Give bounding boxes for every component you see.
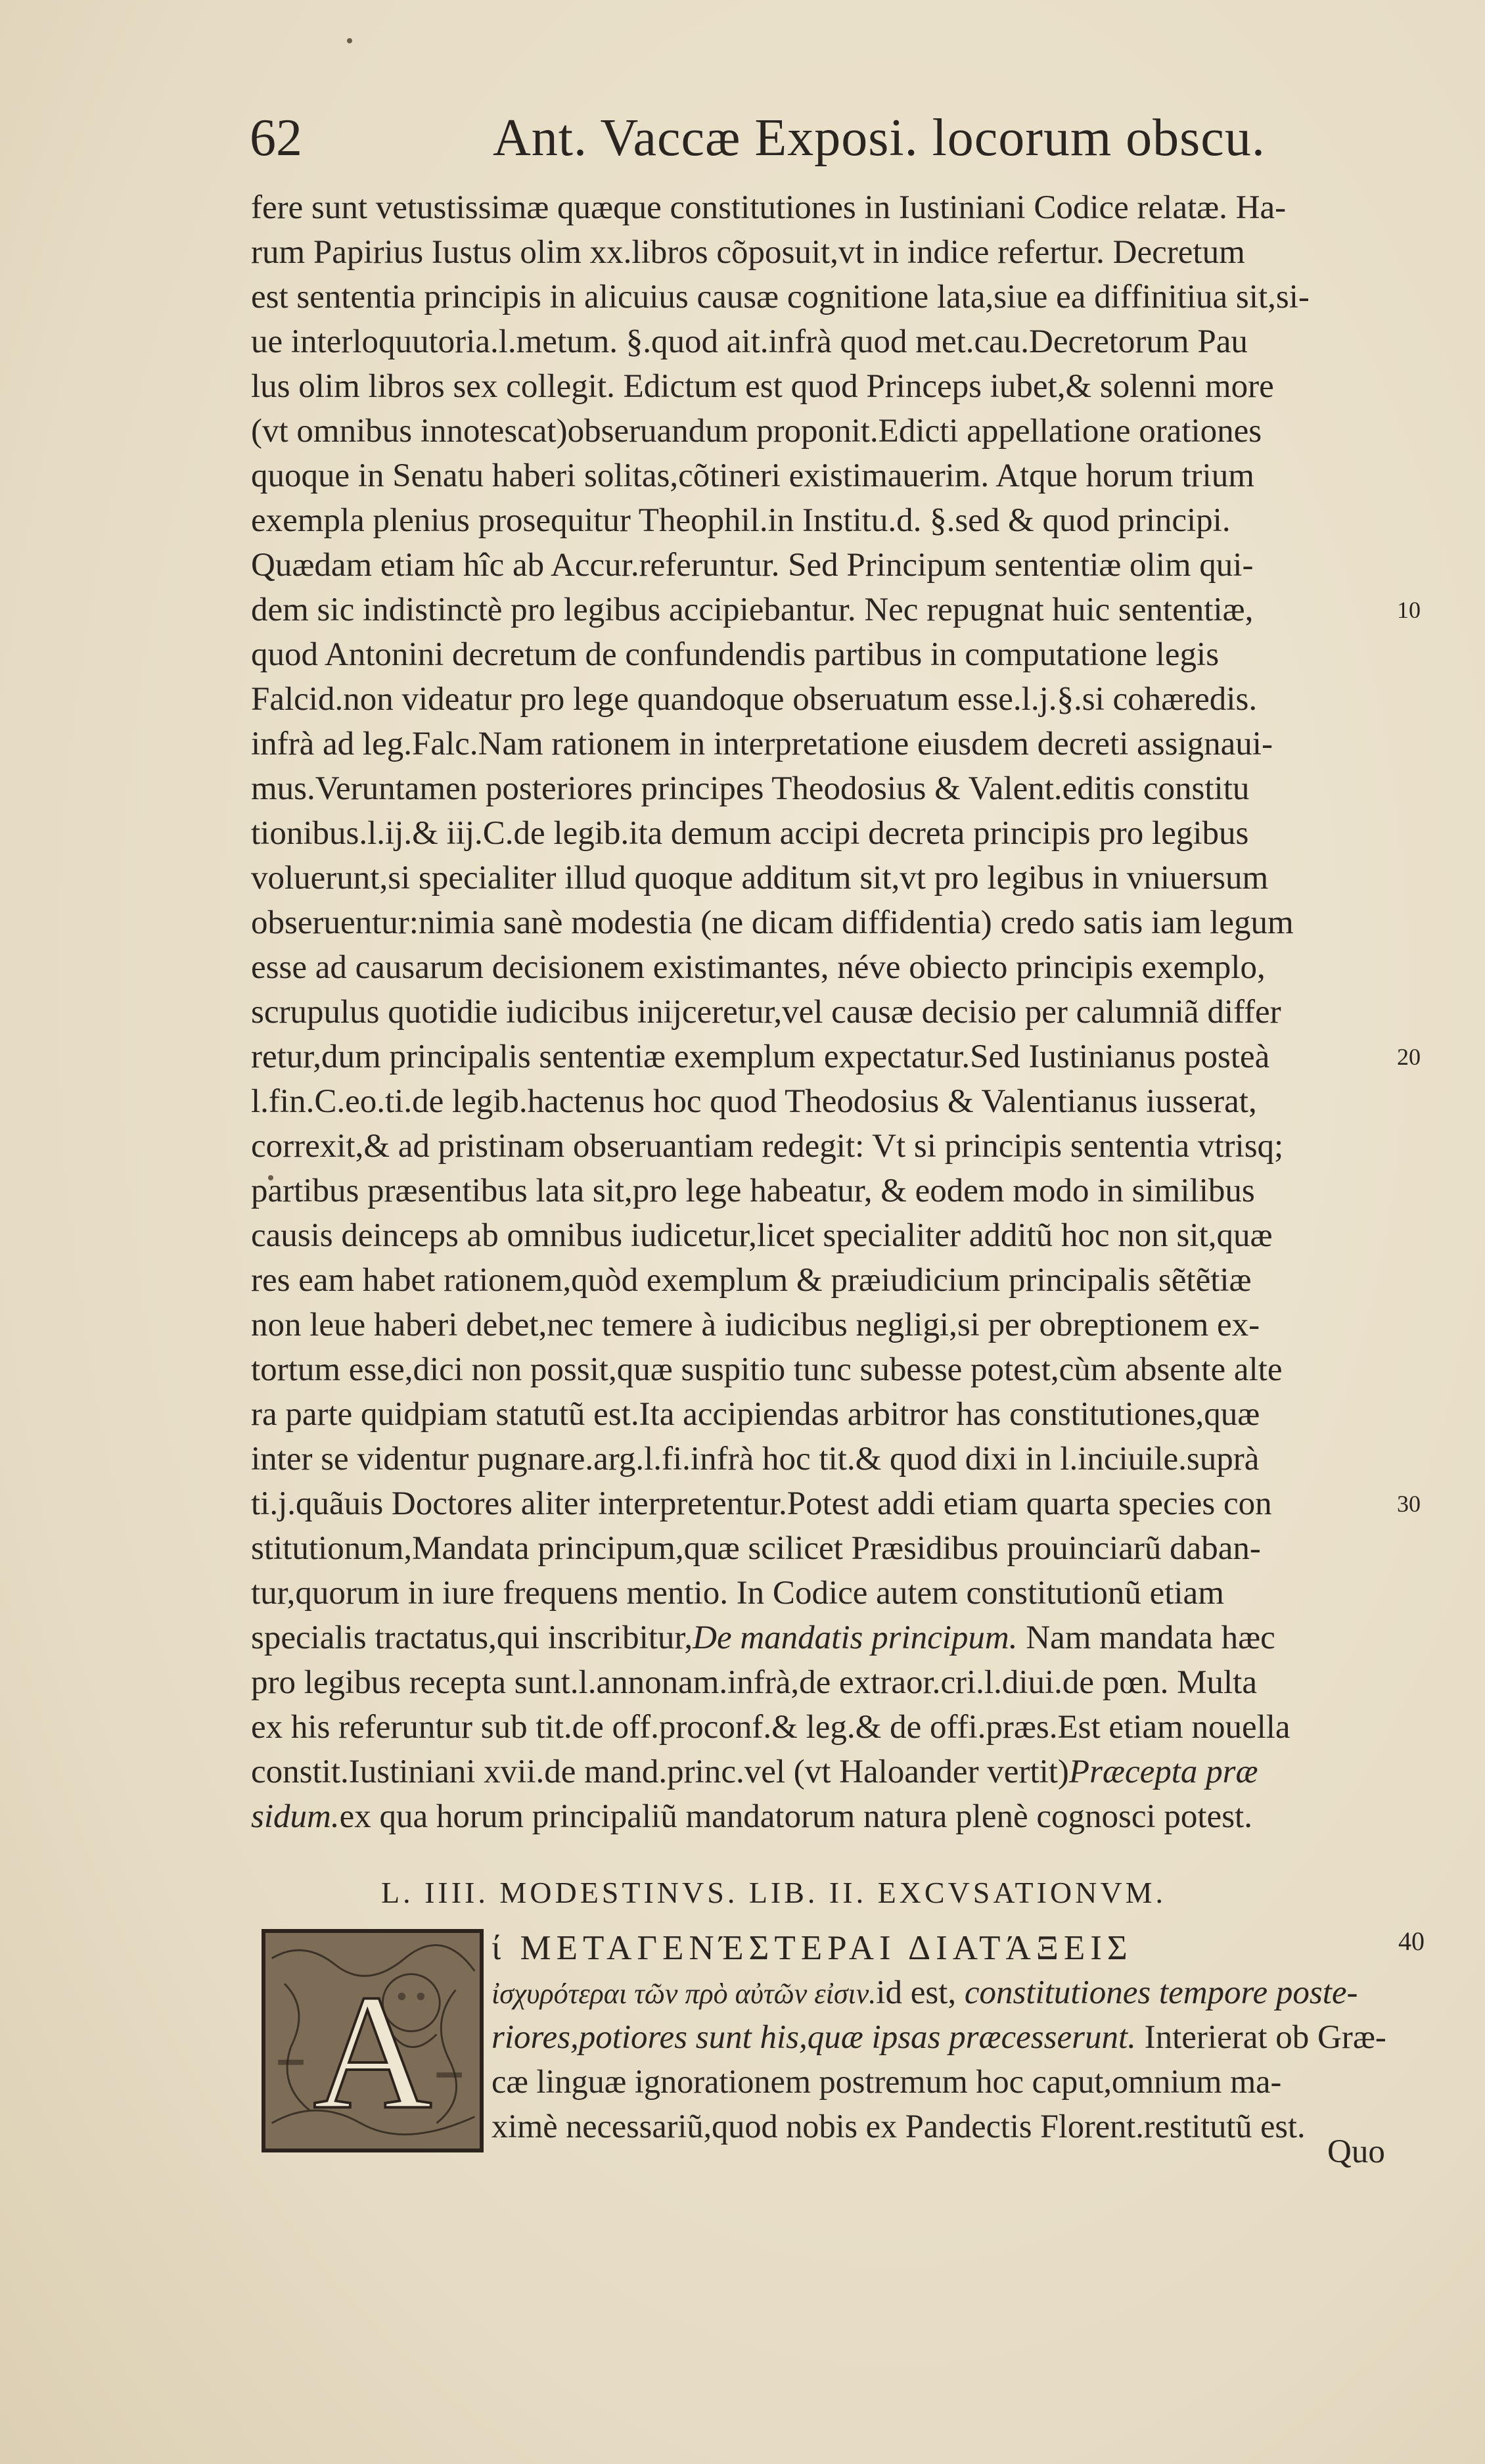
line-text — [251, 588, 1253, 632]
italic-text: Præcepta præ — [1068, 1754, 1258, 1790]
line-text — [251, 1392, 1260, 1437]
line-text — [251, 811, 1248, 856]
line-text — [251, 1660, 1257, 1705]
text-line — [251, 588, 1421, 632]
line-text — [251, 632, 1219, 677]
line-text — [251, 230, 1245, 275]
decorated-initial — [262, 1929, 484, 2152]
line-text — [251, 677, 1257, 722]
text-line — [251, 498, 1407, 543]
text: fere sunt vetustissimæ quæque constitutiones in Iustiniani Codice relatæ. Ha- — [251, 189, 1287, 226]
main-text-block — [251, 185, 1421, 1839]
text-line — [491, 2015, 1418, 2060]
text: correxit,& ad pristinam obseruantiam redegit: Vt si principis sententia vtrisq; — [251, 1128, 1284, 1165]
text-line — [251, 990, 1407, 1034]
text: partibus præsentibus lata sit,pro lege habeatur, & eodem modo in similibus — [251, 1173, 1255, 1209]
text: voluerunt,si specialiter illud quoque additum sit,vt pro legibus in vniuersum — [251, 860, 1269, 896]
text: id est, — [876, 1974, 965, 2011]
text-line — [251, 1437, 1407, 1481]
text-line — [251, 900, 1407, 945]
text-line: cæ linguæ ignorationem postremum hoc caput,omnium ma- — [491, 2064, 1282, 2101]
text-line — [251, 1347, 1407, 1392]
line-text — [251, 900, 1294, 945]
text: l.fin.C.eo.ti.de legib.hactenus hoc quod Theodosius & Valentianus iusserat, — [251, 1083, 1257, 1120]
line-number: 40 — [1398, 1926, 1425, 1956]
text: obseruentur:nimia sanè modestia (ne dicam diffidentia) credo satis iam legum — [251, 904, 1294, 941]
text: quod Antonini decretum de confundendis partibus in computatione legis — [251, 636, 1220, 673]
section-body — [491, 1926, 1425, 2149]
text: esse ad causarum decisionem existimantes, néve obiecto principis exemplo, — [251, 949, 1266, 986]
line-number: 10 — [1397, 597, 1421, 623]
text-line — [251, 1303, 1407, 1347]
text: quoque in Senatu haberi solitas,cõtineri existimauerim. Atque horum trium — [251, 457, 1254, 494]
page-number: 62 — [250, 109, 302, 167]
text-line — [251, 1034, 1421, 1079]
line-text — [251, 543, 1253, 588]
text-line — [251, 1750, 1407, 1794]
text: Interierat ob Græ- — [1135, 2019, 1386, 2056]
section-title: L. IIII. MODESTINVS. LIB. II. EXCVSATIONVM. — [381, 1876, 1166, 1909]
text-line — [251, 1258, 1407, 1303]
text-line — [491, 1970, 1418, 2015]
catchword: Quo — [1327, 2133, 1385, 2170]
text-line — [251, 185, 1407, 230]
italic-text: De mandatis principum. — [693, 1619, 1018, 1656]
text-line — [251, 1481, 1421, 1526]
running-head: Ant. Vaccæ Exposi. locorum obscu. — [493, 109, 1266, 167]
text-line — [251, 275, 1407, 319]
page-header — [250, 102, 1301, 174]
line-text — [251, 990, 1281, 1034]
line-text — [251, 1347, 1282, 1392]
text: stitutionum,Mandata principum,quæ scilicet Præsidibus prouinciarũ daban- — [251, 1530, 1261, 1567]
text-line — [251, 1392, 1407, 1437]
line-text — [251, 185, 1286, 230]
text: infrà ad leg.Falc.Nam rationem in interpretatione eiusdem decreti assignaui- — [251, 726, 1273, 762]
line-text — [251, 275, 1310, 319]
line-number: 30 — [1397, 1491, 1421, 1517]
text: pro legibus recepta sunt.l.annonam.infrà,de extraor.cri.l.diui.de pœn. Multa — [251, 1664, 1257, 1701]
text: specialis tractatus,qui inscribitur, — [251, 1619, 693, 1656]
text: Quædam etiam hîc ab Accur.referuntur. Sed Principum sententiæ olim qui- — [251, 547, 1254, 584]
line-text — [251, 1616, 1275, 1660]
text: ex qua horum principaliũ mandatorum natura plenè cognosci potest. — [339, 1798, 1252, 1835]
line-text — [251, 1750, 1258, 1794]
line-text — [251, 766, 1249, 811]
text-line — [251, 1526, 1407, 1571]
line-text — [251, 1303, 1260, 1347]
line-text — [251, 319, 1248, 364]
text-line — [251, 677, 1407, 722]
text-line — [251, 319, 1407, 364]
text-line — [251, 543, 1407, 588]
text: ue interloquutoria.l.metum. §.quod ait.infrà quod met.cau.Decretorum Pau — [251, 323, 1248, 360]
greek-text: ἰσχυρότεραι τῶν πρὸ αὐτῶν εἰσιν. — [491, 1978, 877, 2010]
line-text — [251, 1571, 1224, 1616]
line-text — [251, 1258, 1252, 1303]
line-text — [251, 1481, 1272, 1526]
line-text — [251, 1705, 1291, 1750]
line-text — [251, 1794, 1252, 1839]
woodcut-initial-icon — [265, 1933, 480, 2149]
text-line — [251, 856, 1407, 900]
text-line — [251, 722, 1407, 766]
text: retur,dum principalis sententiæ exemplum expectatur.Sed Iustinianus posteà — [251, 1038, 1270, 1075]
greek-heading: ί ΜΕΤΑΓΕΝΈΣΤΕΡΑΙ ΔΙΑΤΆΞΕΙΣ — [491, 1929, 1133, 1967]
text-line — [251, 1616, 1407, 1660]
text: Nam mandata hæc — [1017, 1619, 1275, 1656]
line-text — [251, 1079, 1257, 1124]
line-number: 20 — [1397, 1044, 1421, 1070]
line-text — [251, 722, 1273, 766]
text: lus olim libros sex collegit. Edictum est quod Princeps iubet,& solenni more — [251, 368, 1274, 405]
line-text — [251, 1124, 1283, 1169]
text: est sententia principis in alicuius causæ cognitione lata,siue ea diffinitiua sit,si- — [251, 279, 1310, 315]
italic-text: constitutiones tempore poste- — [964, 1974, 1358, 2011]
text-line — [251, 1571, 1407, 1616]
text: Falcid.non videatur pro lege quandoque obseruatum esse.l.j.§.si cohæredis. — [251, 681, 1258, 718]
text-line — [251, 1169, 1407, 1213]
line-text — [251, 856, 1268, 900]
line-text — [251, 1169, 1255, 1213]
text-line — [251, 1705, 1407, 1750]
text: non leue haberi debet,nec temere à iudicibus negligi,si per obreptionem ex- — [251, 1307, 1260, 1343]
text-line — [251, 453, 1407, 498]
text-line — [251, 632, 1407, 677]
line-text — [251, 498, 1231, 543]
text-line — [491, 1926, 1425, 1970]
text: scrupulus quotidie iudicibus inijceretur,vel causæ decisio per calumniã differ — [251, 994, 1281, 1031]
line-text — [251, 1213, 1273, 1258]
line-text — [251, 1034, 1269, 1079]
text: tortum esse,dici non possit,quæ suspitio tunc subesse potest,cùm absente alte — [251, 1351, 1283, 1388]
text-line: ximè necessariũ,quod nobis ex Pandectis Florent.restitutũ est. — [491, 2108, 1306, 2145]
text: ra parte quidpiam statutũ est.Ita accipiendas arbitror has constitutiones,quæ — [251, 1396, 1260, 1433]
line-text — [251, 1526, 1261, 1571]
line-text — [251, 1437, 1259, 1481]
text-line — [251, 1660, 1407, 1705]
text-line — [251, 230, 1407, 275]
text: mus.Veruntamen posteriores principes Theodosius & Valent.editis constitu — [251, 770, 1250, 807]
text-line — [251, 1794, 1407, 1839]
text: dem sic indistinctè pro legibus accipiebantur. Nec repugnat huic sententiæ, — [251, 592, 1254, 628]
text: rum Papirius Iustus olim xx.libros cõposuit,vt in indice refertur. Decretum — [251, 234, 1245, 271]
text: causis deinceps ab omnibus iudicetur,licet specialiter additũ hoc non sit,quæ — [251, 1217, 1273, 1254]
text: ex his referuntur sub tit.de off.proconf.& leg.& de offi.præs.Est etiam nouella — [251, 1709, 1291, 1746]
line-text — [251, 409, 1262, 453]
text-line — [251, 409, 1407, 453]
text: constit.Iustiniani xvii.de mand.princ.vel (vt Haloander vertit) — [251, 1754, 1069, 1790]
text-line — [251, 364, 1407, 409]
italic-text: riores,potiores sunt his,quæ ipsas præcesserunt. — [491, 2019, 1136, 2056]
drop-cap-letter: A — [313, 1961, 432, 2144]
line-text — [251, 945, 1266, 990]
italic-text: sidum. — [251, 1798, 340, 1835]
text: (vt omnibus innotescat)obseruandum proponit.Edicti appellatione orationes — [251, 413, 1262, 450]
text: exempla plenius prosequitur Theophil.in Institu.d. §.sed & quod principi. — [251, 502, 1231, 539]
text-line — [251, 811, 1407, 856]
line-text — [251, 364, 1274, 409]
text: tionibus.l.ij.& iij.C.de legib.ita demum accipi decreta principis pro legibus — [251, 815, 1249, 852]
ink-speck — [347, 38, 352, 43]
text: inter se videntur pugnare.arg.l.fi.infrà hoc tit.& quod dixi in l.inciuile.suprà — [251, 1441, 1260, 1477]
text-line — [251, 766, 1407, 811]
text-line — [251, 1079, 1407, 1124]
text: res eam habet rationem,quòd exemplum & præiudicium principalis sẽtẽtiæ — [251, 1262, 1252, 1299]
line-text — [251, 453, 1254, 498]
text-line — [251, 1124, 1407, 1169]
text-line — [251, 945, 1407, 990]
text-line — [251, 1213, 1407, 1258]
text: tur,quorum in iure frequens mentio. In Codice autem constitutionũ etiam — [251, 1575, 1224, 1612]
text: ti.j.quãuis Doctores aliter interpretentur.Potest addi etiam quarta species con — [251, 1485, 1272, 1522]
